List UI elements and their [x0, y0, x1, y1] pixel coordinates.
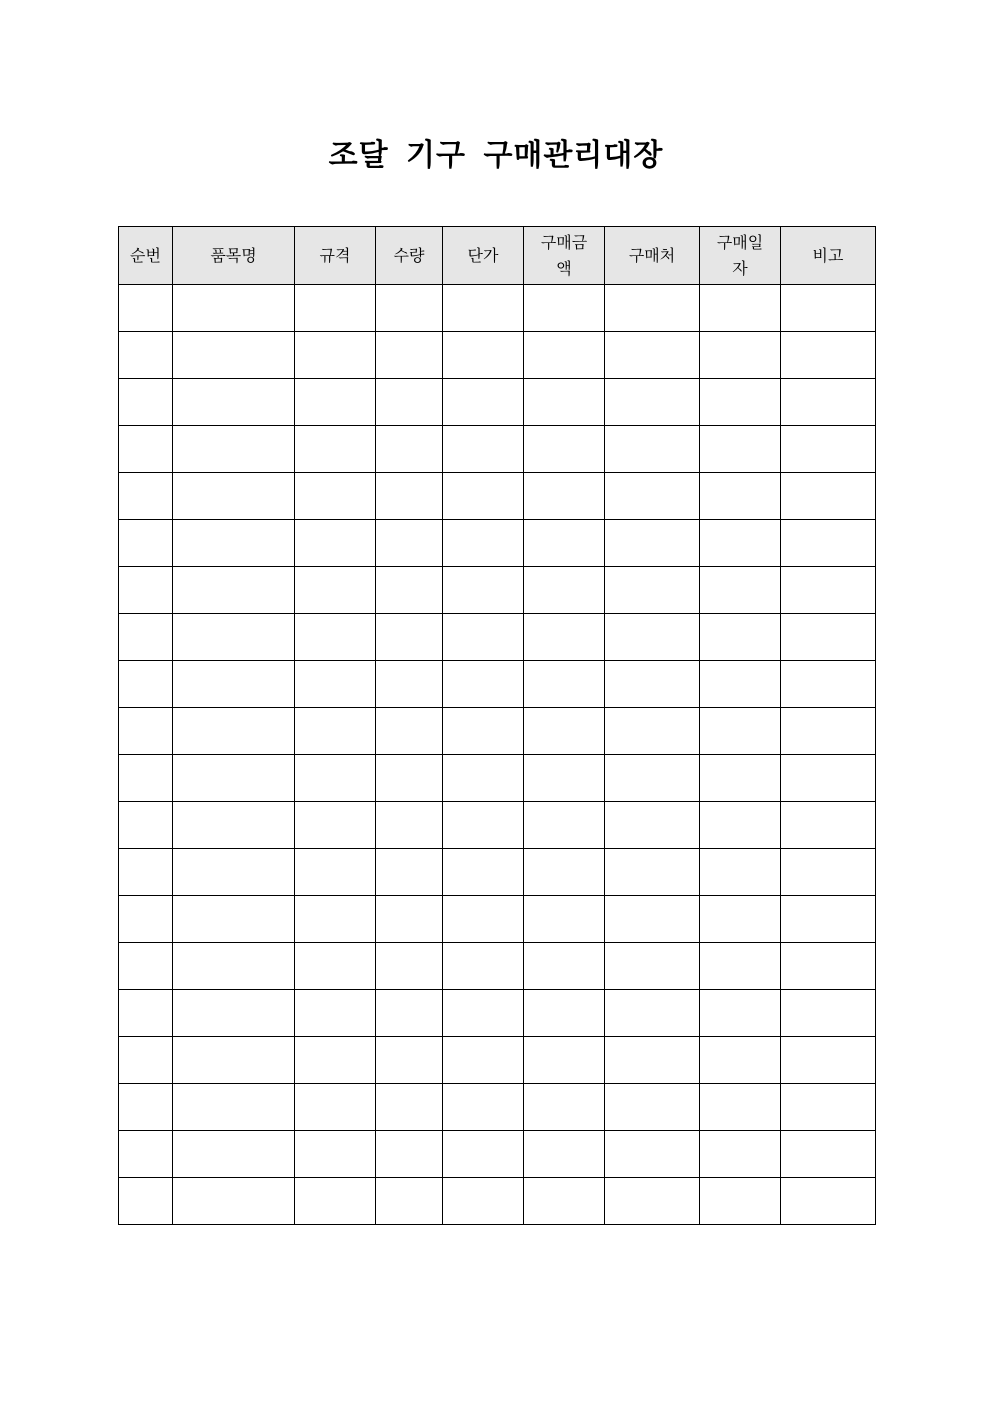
- cell-seq[interactable]: [119, 1178, 173, 1225]
- cell-unit-price[interactable]: [443, 426, 524, 473]
- cell-vendor[interactable]: [605, 1131, 700, 1178]
- cell-item-name[interactable]: [173, 567, 295, 614]
- table-row: [119, 849, 876, 896]
- cell-spec[interactable]: [295, 379, 376, 426]
- ledger-body: [119, 285, 876, 1225]
- cell-quantity[interactable]: [376, 990, 443, 1037]
- table-row: [119, 426, 876, 473]
- cell-vendor[interactable]: [605, 426, 700, 473]
- cell-purchase-date[interactable]: [700, 849, 781, 896]
- cell-purchase-date[interactable]: [700, 285, 781, 332]
- cell-vendor[interactable]: [605, 849, 700, 896]
- cell-seq[interactable]: [119, 520, 173, 567]
- cell-seq[interactable]: [119, 990, 173, 1037]
- cell-spec[interactable]: [295, 990, 376, 1037]
- cell-item-name[interactable]: [173, 1084, 295, 1131]
- cell-quantity[interactable]: [376, 426, 443, 473]
- table-row: [119, 755, 876, 802]
- cell-vendor[interactable]: [605, 1084, 700, 1131]
- header-quantity: 수량: [376, 227, 443, 285]
- cell-vendor[interactable]: [605, 332, 700, 379]
- cell-item-name[interactable]: [173, 285, 295, 332]
- cell-purchase-date[interactable]: [700, 332, 781, 379]
- cell-item-name[interactable]: [173, 1178, 295, 1225]
- cell-vendor[interactable]: [605, 1037, 700, 1084]
- cell-purchase-date[interactable]: [700, 661, 781, 708]
- table-row: [119, 1084, 876, 1131]
- cell-spec[interactable]: [295, 802, 376, 849]
- cell-quantity[interactable]: [376, 285, 443, 332]
- cell-item-name[interactable]: [173, 755, 295, 802]
- cell-spec[interactable]: [295, 520, 376, 567]
- table-row: [119, 990, 876, 1037]
- cell-amount[interactable]: [524, 426, 605, 473]
- cell-seq[interactable]: [119, 1084, 173, 1131]
- table-row: [119, 661, 876, 708]
- cell-amount[interactable]: [524, 943, 605, 990]
- cell-item-name[interactable]: [173, 661, 295, 708]
- cell-amount[interactable]: [524, 520, 605, 567]
- cell-seq[interactable]: [119, 802, 173, 849]
- cell-vendor[interactable]: [605, 379, 700, 426]
- cell-purchase-date[interactable]: [700, 1178, 781, 1225]
- cell-amount[interactable]: [524, 802, 605, 849]
- cell-item-name[interactable]: [173, 990, 295, 1037]
- cell-purchase-date[interactable]: [700, 614, 781, 661]
- table-row: [119, 473, 876, 520]
- cell-amount[interactable]: [524, 896, 605, 943]
- cell-unit-price[interactable]: [443, 379, 524, 426]
- cell-spec[interactable]: [295, 661, 376, 708]
- cell-unit-price[interactable]: [443, 567, 524, 614]
- cell-item-name[interactable]: [173, 896, 295, 943]
- cell-unit-price[interactable]: [443, 661, 524, 708]
- cell-remarks[interactable]: [781, 849, 876, 896]
- cell-amount[interactable]: [524, 661, 605, 708]
- cell-amount[interactable]: [524, 1084, 605, 1131]
- cell-amount[interactable]: [524, 1131, 605, 1178]
- table-row: [119, 708, 876, 755]
- cell-item-name[interactable]: [173, 849, 295, 896]
- header-amount: 구매금 액: [524, 227, 605, 285]
- header-spec: 규격: [295, 227, 376, 285]
- table-row: [119, 1178, 876, 1225]
- cell-item-name[interactable]: [173, 1131, 295, 1178]
- cell-seq[interactable]: [119, 708, 173, 755]
- cell-seq[interactable]: [119, 473, 173, 520]
- cell-amount[interactable]: [524, 990, 605, 1037]
- table-row: [119, 943, 876, 990]
- cell-quantity[interactable]: [376, 943, 443, 990]
- cell-purchase-date[interactable]: [700, 473, 781, 520]
- cell-vendor[interactable]: [605, 661, 700, 708]
- cell-remarks[interactable]: [781, 1037, 876, 1084]
- cell-remarks[interactable]: [781, 943, 876, 990]
- cell-unit-price[interactable]: [443, 1084, 524, 1131]
- cell-purchase-date[interactable]: [700, 802, 781, 849]
- table-row: [119, 1037, 876, 1084]
- cell-purchase-date[interactable]: [700, 943, 781, 990]
- header-vendor: 구매처: [605, 227, 700, 285]
- header-purchase-date: 구매일 자: [700, 227, 781, 285]
- cell-quantity[interactable]: [376, 849, 443, 896]
- cell-seq[interactable]: [119, 943, 173, 990]
- cell-seq[interactable]: [119, 426, 173, 473]
- header-item-name: 품목명: [173, 227, 295, 285]
- page-title: 조달 기구 구매관리대장: [328, 138, 664, 173]
- cell-amount[interactable]: [524, 755, 605, 802]
- cell-quantity[interactable]: [376, 473, 443, 520]
- purchase-ledger-table: [118, 226, 876, 1225]
- cell-amount[interactable]: [524, 379, 605, 426]
- table-row: [119, 896, 876, 943]
- cell-purchase-date[interactable]: [700, 1131, 781, 1178]
- cell-item-name[interactable]: [173, 473, 295, 520]
- cell-quantity[interactable]: [376, 614, 443, 661]
- cell-remarks[interactable]: [781, 755, 876, 802]
- cell-seq[interactable]: [119, 755, 173, 802]
- cell-quantity[interactable]: [376, 567, 443, 614]
- cell-seq[interactable]: [119, 1131, 173, 1178]
- cell-seq[interactable]: [119, 1037, 173, 1084]
- cell-amount[interactable]: [524, 849, 605, 896]
- cell-seq[interactable]: [119, 332, 173, 379]
- cell-vendor[interactable]: [605, 1178, 700, 1225]
- cell-item-name[interactable]: [173, 332, 295, 379]
- cell-spec[interactable]: [295, 849, 376, 896]
- cell-remarks[interactable]: [781, 473, 876, 520]
- cell-vendor[interactable]: [605, 614, 700, 661]
- cell-unit-price[interactable]: [443, 520, 524, 567]
- cell-item-name[interactable]: [173, 708, 295, 755]
- cell-quantity[interactable]: [376, 379, 443, 426]
- cell-seq[interactable]: [119, 849, 173, 896]
- cell-unit-price[interactable]: [443, 896, 524, 943]
- cell-amount[interactable]: [524, 567, 605, 614]
- cell-quantity[interactable]: [376, 332, 443, 379]
- cell-quantity[interactable]: [376, 755, 443, 802]
- cell-spec[interactable]: [295, 755, 376, 802]
- cell-vendor[interactable]: [605, 943, 700, 990]
- cell-unit-price[interactable]: [443, 473, 524, 520]
- cell-unit-price[interactable]: [443, 849, 524, 896]
- cell-unit-price[interactable]: [443, 755, 524, 802]
- cell-purchase-date[interactable]: [700, 708, 781, 755]
- cell-quantity[interactable]: [376, 1178, 443, 1225]
- table-row: [119, 1131, 876, 1178]
- cell-vendor[interactable]: [605, 520, 700, 567]
- cell-seq[interactable]: [119, 661, 173, 708]
- cell-seq[interactable]: [119, 896, 173, 943]
- cell-item-name[interactable]: [173, 520, 295, 567]
- cell-remarks[interactable]: [781, 990, 876, 1037]
- table-row: [119, 379, 876, 426]
- cell-spec[interactable]: [295, 1037, 376, 1084]
- cell-unit-price[interactable]: [443, 1131, 524, 1178]
- cell-seq[interactable]: [119, 614, 173, 661]
- cell-purchase-date[interactable]: [700, 1037, 781, 1084]
- cell-amount[interactable]: [524, 1178, 605, 1225]
- cell-vendor[interactable]: [605, 567, 700, 614]
- cell-item-name[interactable]: [173, 802, 295, 849]
- cell-item-name[interactable]: [173, 1037, 295, 1084]
- cell-spec[interactable]: [295, 943, 376, 990]
- cell-spec[interactable]: [295, 1084, 376, 1131]
- cell-spec[interactable]: [295, 614, 376, 661]
- cell-remarks[interactable]: [781, 567, 876, 614]
- cell-amount[interactable]: [524, 614, 605, 661]
- cell-unit-price[interactable]: [443, 332, 524, 379]
- cell-seq[interactable]: [119, 567, 173, 614]
- cell-remarks[interactable]: [781, 661, 876, 708]
- cell-vendor[interactable]: [605, 802, 700, 849]
- cell-quantity[interactable]: [376, 520, 443, 567]
- cell-remarks[interactable]: [781, 896, 876, 943]
- table-row: [119, 285, 876, 332]
- table-row: [119, 520, 876, 567]
- cell-unit-price[interactable]: [443, 614, 524, 661]
- cell-quantity[interactable]: [376, 1084, 443, 1131]
- cell-unit-price[interactable]: [443, 802, 524, 849]
- cell-amount[interactable]: [524, 473, 605, 520]
- header-row: [119, 227, 876, 285]
- cell-purchase-date[interactable]: [700, 567, 781, 614]
- cell-unit-price[interactable]: [443, 990, 524, 1037]
- cell-remarks[interactable]: [781, 426, 876, 473]
- table-row: [119, 614, 876, 661]
- cell-seq[interactable]: [119, 379, 173, 426]
- cell-remarks[interactable]: [781, 285, 876, 332]
- cell-remarks[interactable]: [781, 1178, 876, 1225]
- cell-unit-price[interactable]: [443, 943, 524, 990]
- cell-amount[interactable]: [524, 1037, 605, 1084]
- cell-spec[interactable]: [295, 332, 376, 379]
- cell-spec[interactable]: [295, 896, 376, 943]
- cell-purchase-date[interactable]: [700, 755, 781, 802]
- cell-vendor[interactable]: [605, 755, 700, 802]
- cell-item-name[interactable]: [173, 379, 295, 426]
- cell-vendor[interactable]: [605, 285, 700, 332]
- cell-purchase-date[interactable]: [700, 1084, 781, 1131]
- cell-spec[interactable]: [295, 708, 376, 755]
- cell-remarks[interactable]: [781, 1131, 876, 1178]
- cell-spec[interactable]: [295, 1131, 376, 1178]
- header-remarks: 비고: [781, 227, 876, 285]
- cell-remarks[interactable]: [781, 1084, 876, 1131]
- cell-quantity[interactable]: [376, 1037, 443, 1084]
- cell-purchase-date[interactable]: [700, 896, 781, 943]
- cell-vendor[interactable]: [605, 896, 700, 943]
- cell-item-name[interactable]: [173, 943, 295, 990]
- cell-purchase-date[interactable]: [700, 379, 781, 426]
- cell-seq[interactable]: [119, 285, 173, 332]
- cell-quantity[interactable]: [376, 661, 443, 708]
- header-unit-price: 단가: [443, 227, 524, 285]
- cell-purchase-date[interactable]: [700, 520, 781, 567]
- cell-vendor[interactable]: [605, 708, 700, 755]
- cell-amount[interactable]: [524, 285, 605, 332]
- cell-vendor[interactable]: [605, 990, 700, 1037]
- cell-quantity[interactable]: [376, 1131, 443, 1178]
- cell-unit-price[interactable]: [443, 708, 524, 755]
- cell-spec[interactable]: [295, 473, 376, 520]
- cell-amount[interactable]: [524, 332, 605, 379]
- cell-spec[interactable]: [295, 426, 376, 473]
- cell-remarks[interactable]: [781, 332, 876, 379]
- header-seq: 순번: [119, 227, 173, 285]
- cell-remarks[interactable]: [781, 802, 876, 849]
- cell-unit-price[interactable]: [443, 1037, 524, 1084]
- cell-unit-price[interactable]: [443, 1178, 524, 1225]
- cell-remarks[interactable]: [781, 520, 876, 567]
- cell-spec[interactable]: [295, 285, 376, 332]
- cell-quantity[interactable]: [376, 802, 443, 849]
- cell-spec[interactable]: [295, 1178, 376, 1225]
- cell-spec[interactable]: [295, 567, 376, 614]
- cell-remarks[interactable]: [781, 379, 876, 426]
- table-row: [119, 802, 876, 849]
- cell-purchase-date[interactable]: [700, 426, 781, 473]
- table-row: [119, 567, 876, 614]
- cell-unit-price[interactable]: [443, 285, 524, 332]
- cell-vendor[interactable]: [605, 473, 700, 520]
- cell-remarks[interactable]: [781, 614, 876, 661]
- cell-remarks[interactable]: [781, 708, 876, 755]
- cell-quantity[interactable]: [376, 708, 443, 755]
- table-row: [119, 332, 876, 379]
- cell-purchase-date[interactable]: [700, 990, 781, 1037]
- cell-item-name[interactable]: [173, 614, 295, 661]
- cell-item-name[interactable]: [173, 426, 295, 473]
- cell-amount[interactable]: [524, 708, 605, 755]
- cell-quantity[interactable]: [376, 896, 443, 943]
